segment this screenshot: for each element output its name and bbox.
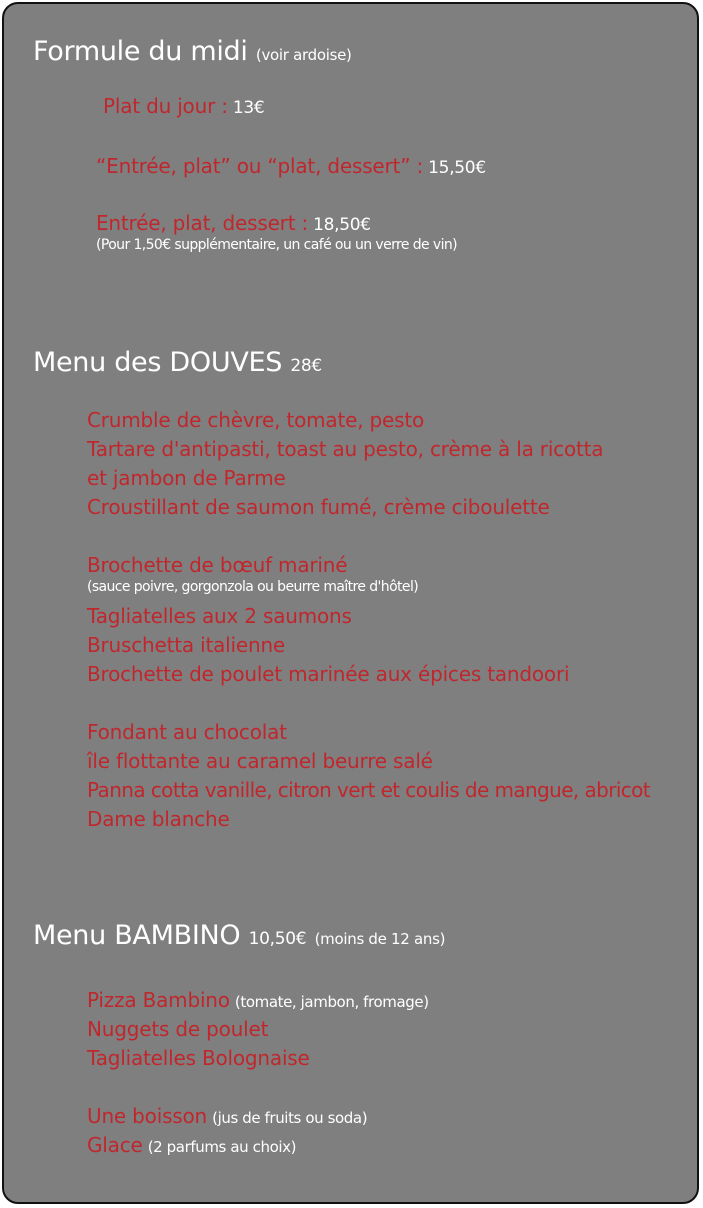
douves-dessert-4: Dame blanche [87,807,230,831]
entree-plat-dessert-line [96,213,371,234]
bambino-title: Menu BAMBINO [33,920,241,951]
douves-plat-1-note: (sauce poivre, gorgonzola ou beurre maître d'hôtel) [87,579,419,595]
bambino-tagliatelles: Tagliatelles Bolognaise [87,1046,310,1070]
supplement-note: (Pour 1,50€ supplémentaire, un café ou un verre de vin) [96,237,457,253]
douves-price: 28€ [290,356,322,376]
bambino-boisson-line [87,1106,367,1126]
bambino-glace-note: (2 parfums au choix) [147,1138,297,1156]
entree-plat-ou-label: “Entrée, plat” ou “plat, dessert” : [96,154,424,178]
entree-plat-dessert-label: Entrée, plat, dessert : [96,211,309,235]
entree-plat-dessert-price: 18,50€ [313,215,371,235]
entree-plat-ou-price: 15,50€ [428,158,486,178]
bambino-heading [33,922,445,949]
formule-note: (voir ardoise) [255,46,352,64]
douves-entree-1: Crumble de chèvre, tomate, pesto [87,408,425,432]
bambino-pizza-label: Pizza Bambino [87,988,230,1012]
douves-plat-1: Brochette de bœuf mariné [87,553,348,577]
formule-title: Formule du midi [33,36,248,67]
bambino-pizza-note: (tomate, jambon, fromage) [234,993,429,1011]
menu-card [2,2,699,1204]
douves-dessert-1: Fondant au chocolat [87,720,287,744]
bambino-glace-line [87,1135,296,1155]
bambino-note: (moins de 12 ans) [314,930,446,948]
formule-heading [33,38,352,65]
douves-entree-3: Croustillant de saumon fumé, crème ciboulette [87,495,550,519]
plat-du-jour-price: 13€ [232,98,265,118]
bambino-glace-label: Glace [87,1133,143,1157]
douves-dessert-2: île flottante au caramel beurre salé [87,749,433,773]
douves-plat-2: Tagliatelles aux 2 saumons [87,604,352,628]
douves-dessert-3: Panna cotta vanille, citron vert et coulis de mangue, abricot [87,778,651,802]
douves-heading [33,349,322,376]
douves-plat-4: Brochette de poulet marinée aux épices tandoori [87,662,570,686]
douves-plat-3: Bruschetta italienne [87,633,286,657]
douves-title: Menu des DOUVES [33,347,283,378]
bambino-nuggets: Nuggets de poulet [87,1017,269,1041]
bambino-pizza-line [87,990,429,1010]
douves-entree-2b: et jambon de Parme [87,466,286,490]
entree-plat-ou-line [96,156,486,177]
bambino-boisson-note: (jus de fruits ou soda) [212,1109,368,1127]
douves-entree-2: Tartare d'antipasti, toast au pesto, crème à la ricotta [87,437,604,461]
bambino-boisson-label: Une boisson [87,1104,208,1128]
bambino-price: 10,50€ [248,929,307,949]
plat-du-jour-label: Plat du jour : [103,94,228,118]
plat-du-jour-line [103,96,264,117]
